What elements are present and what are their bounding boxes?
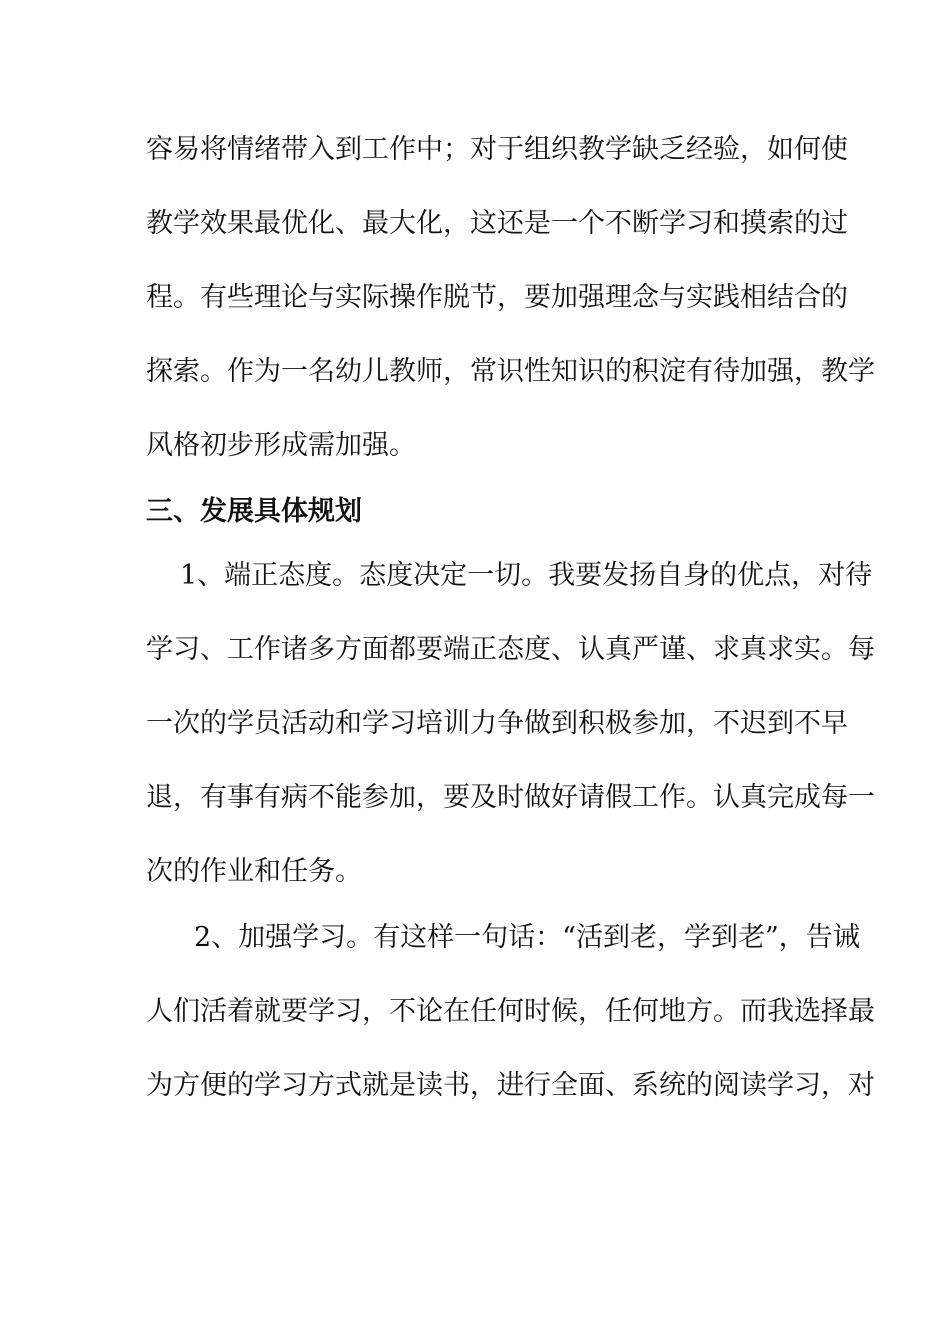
paragraph-line: 人们活着就要学习，不论在任何时候，任何地方。而我选择最: [146, 996, 875, 1027]
paragraph-line: 学习、工作诸多方面都要端正态度、认真严谨、求真求实。每: [146, 634, 875, 665]
paragraph-line: 为方便的学习方式就是读书，进行全面、系统的阅读学习，对: [146, 1070, 875, 1101]
paragraph-line: 程。有些理论与实际操作脱节，要加强理念与实践相结合的: [146, 282, 848, 313]
section-heading: 三、发展具体规划: [146, 496, 362, 527]
paragraph-line: 次的作业和任务。: [146, 856, 362, 887]
paragraph-line: 1、端正态度。态度决定一切。我要发扬自身的优点，对待: [180, 560, 873, 591]
paragraph-line: 退，有事有病不能参加，要及时做好请假工作。认真完成每一: [146, 782, 875, 813]
paragraph-line: 2、加强学习。有这样一句话：“活到老，学到老”，告诫: [194, 922, 860, 953]
paragraph-line: 教学效果最优化、最大化，这还是一个不断学习和摸索的过: [146, 208, 848, 239]
paragraph-line: 探索。作为一名幼儿教师，常识性知识的积淀有待加强，教学: [146, 356, 875, 387]
paragraph-line: 风格初步形成需加强。: [146, 430, 416, 461]
paragraph-line: 一次的学员活动和学习培训力争做到积极参加，不迟到不早: [146, 708, 848, 739]
paragraph-line: 容易将情绪带入到工作中；对于组织教学缺乏经验，如何使: [146, 134, 848, 165]
